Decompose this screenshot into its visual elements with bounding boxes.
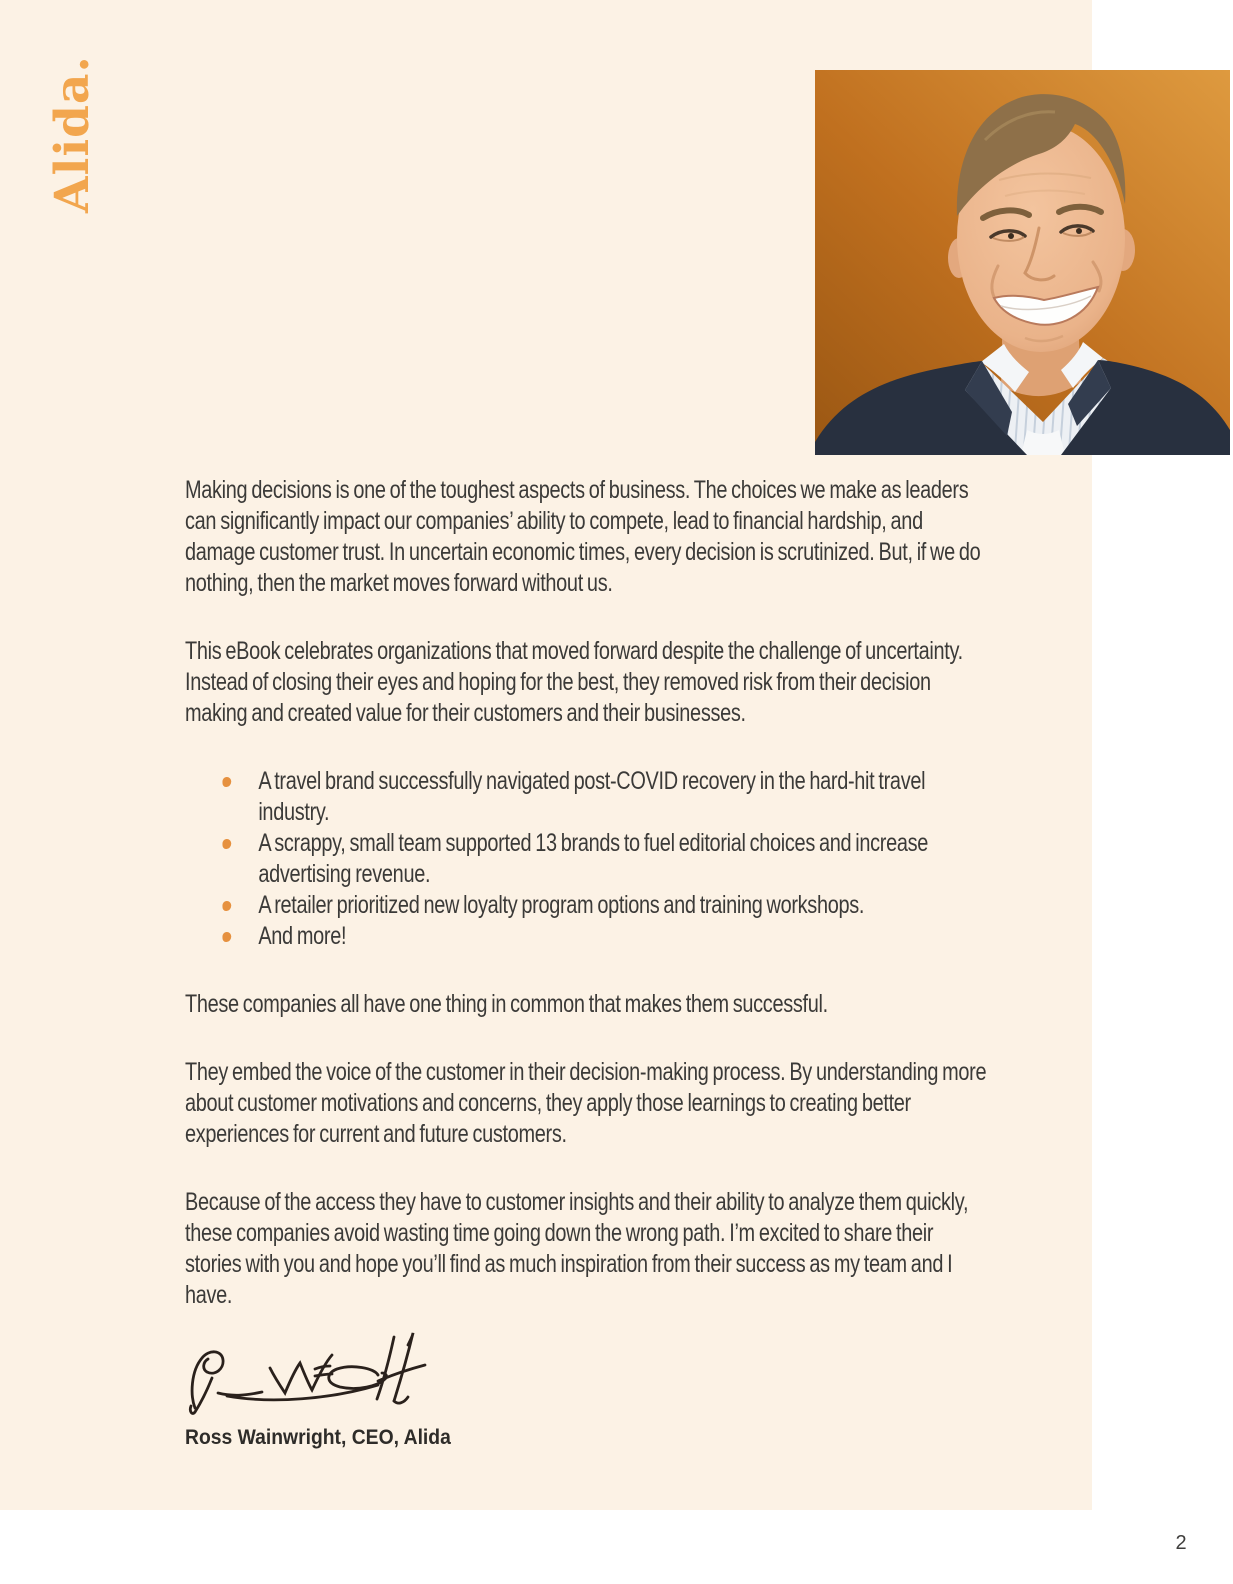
paragraph-2: This eBook celebrates organizations that moved forward despite the challenge of uncertainty. Instead of closing their eyes and hoping for the best, they removed risk from their decision making and created value for their customers and their businesses. (185, 637, 963, 727)
list-item-text: A scrappy, small team supported 13 brands to fuel editorial choices and increase advertising revenue. (258, 829, 929, 888)
headshot-illustration (815, 70, 1230, 455)
alida-logo: Alida. (45, 55, 100, 213)
bullet-icon (222, 932, 231, 942)
paragraph-4: They embed the voice of the customer in their decision-making process. By understanding more about customer motivations and concerns, they apply those learnings to creating better experiences for current and future customers. (185, 1058, 987, 1148)
paragraph-5: Because of the access they have to customer insights and their ability to analyze them quickly, these companies avoid wasting time going down the wrong path. I’m excited to share their stories with you and hope you’ll find as much inspiration from their success as my team and I have. (185, 1188, 969, 1309)
signatory-name: Ross Wainwright, CEO, Alida (185, 1426, 451, 1449)
ceo-headshot-photo (815, 70, 1230, 455)
bullet-icon (222, 777, 231, 787)
list-item (185, 766, 990, 828)
signature-handwriting (182, 1323, 435, 1421)
list-item-text: A travel brand successfully navigated post-COVID recovery in the hard-hit travel industry. (258, 767, 926, 826)
page-number: 2 (1175, 1532, 1187, 1554)
list-item-text: A retailer prioritized new loyalty program options and training workshops. (258, 891, 865, 919)
list-item (185, 921, 990, 952)
bullet-icon (222, 839, 231, 849)
highlights-list (185, 766, 990, 952)
bullet-icon (222, 901, 231, 911)
list-item-text: And more! (258, 922, 347, 950)
paragraph-1: Making decisions is one of the toughest aspects of business. The choices we make as leaders can significantly impact our companies’ ability to compete, lead to financial hardship, and damage customer trust. In uncertain economic times, every decision is scrutinized. But, if we do nothing, then the market moves forward without us. (185, 476, 981, 597)
paragraph-3: These companies all have one thing in common that makes them successful. (185, 990, 828, 1018)
letter-body (185, 475, 990, 1348)
list-item (185, 890, 990, 921)
list-item (185, 828, 990, 890)
